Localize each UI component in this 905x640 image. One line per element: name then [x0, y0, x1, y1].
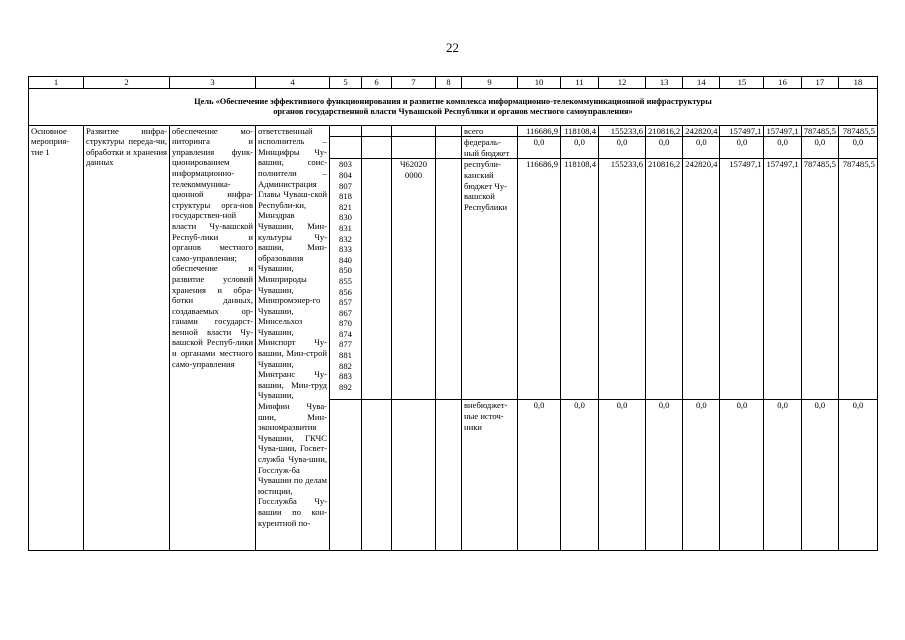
- goal-row: [29, 88, 878, 125]
- value-cell: 0,0: [764, 400, 801, 551]
- source-name: федераль-ный бюджет: [462, 137, 518, 159]
- target-code: Ч62020 0000: [392, 159, 436, 400]
- goal-title: [29, 88, 878, 125]
- value-cell: 0,0: [801, 400, 838, 551]
- value-cell: 0,0: [838, 137, 877, 159]
- value-cell: 787485,5: [801, 159, 838, 400]
- value-cell: 0,0: [683, 137, 720, 159]
- source-name: внебюджет-ные источ-ники: [462, 400, 518, 551]
- column-number: 5: [330, 77, 362, 89]
- column-number-row: [29, 77, 878, 89]
- source-name: всего: [462, 125, 518, 137]
- value-cell: 0,0: [646, 400, 683, 551]
- column-number: 2: [84, 77, 170, 89]
- value-cell: 0,0: [764, 137, 801, 159]
- value-cell: 116686,9: [518, 125, 561, 137]
- value-cell: 0,0: [801, 137, 838, 159]
- value-cell: 116686,9: [518, 159, 561, 400]
- measure-description: Развитие инфра-структуры переда-чи, обработки и хранения данных: [84, 125, 170, 551]
- goal-title-line2: органов государственной власти Чувашской Республики и органов местного самоуправления»: [273, 106, 633, 116]
- value-cell: 787485,5: [838, 125, 877, 137]
- column-number: 4: [256, 77, 330, 89]
- column-number: 3: [170, 77, 256, 89]
- value-cell: 0,0: [720, 137, 764, 159]
- column-number: 14: [683, 77, 720, 89]
- column-number: 10: [518, 77, 561, 89]
- program-table: [28, 76, 878, 551]
- value-cell: 118108,4: [561, 159, 599, 400]
- column-number: 12: [599, 77, 646, 89]
- column-number: 8: [436, 77, 462, 89]
- value-cell: 155233,6: [599, 159, 646, 400]
- measure-name: Основное мероприя-тие 1: [29, 125, 84, 551]
- value-cell: 0,0: [518, 137, 561, 159]
- value-cell: 157497,1: [720, 159, 764, 400]
- value-cell: 157497,1: [764, 125, 801, 137]
- value-cell: 0,0: [518, 400, 561, 551]
- value-cell: 157497,1: [764, 159, 801, 400]
- source-name: республи-канский бюджет Чу-вашской Республики: [462, 159, 518, 400]
- value-cell: 210816,2: [646, 159, 683, 400]
- budget-codes: 803 804 807 818 821 830 831 832 833 840 850 855 856 857 867 870 874 877 881 882 883 892: [330, 159, 362, 400]
- value-cell: 155233,6: [599, 125, 646, 137]
- goal-title-line1: Цель «Обеспечение эффективного функционирования и развитие комплекса информационно-телекоммуникационной инфраструктуры: [194, 96, 712, 106]
- value-cell: 242820,4: [683, 125, 720, 137]
- value-cell: 210816,2: [646, 125, 683, 137]
- value-cell: 0,0: [646, 137, 683, 159]
- column-number: 17: [801, 77, 838, 89]
- table-row: [29, 125, 878, 137]
- value-cell: 0,0: [838, 400, 877, 551]
- value-cell: 0,0: [720, 400, 764, 551]
- column-number: 15: [720, 77, 764, 89]
- page-number: 22: [446, 40, 459, 55]
- activity-description: обеспечение мо-ниторинга и управления функ-ционированием информационно-телекоммуника-ционной инфра-структуры орга-нов государствен-ной власти Чу-вашской Респуб-лики и органов местного само-управления; обеспечение и развитие условий хранения и обра-ботки данных, создаваемых ор-ганами государст-венной власти Чу-вашской Респуб-лики и органами местного само-управления: [170, 125, 256, 551]
- value-cell: 0,0: [599, 137, 646, 159]
- value-cell: 787485,5: [838, 159, 877, 400]
- column-number: 9: [462, 77, 518, 89]
- column-number: 6: [362, 77, 392, 89]
- value-cell: 118108,4: [561, 125, 599, 137]
- value-cell: 0,0: [561, 400, 599, 551]
- column-number: 7: [392, 77, 436, 89]
- value-cell: 157497,1: [720, 125, 764, 137]
- column-number: 16: [764, 77, 801, 89]
- value-cell: 0,0: [683, 400, 720, 551]
- column-number: 18: [838, 77, 877, 89]
- executors: ответственный исполнитель – Минцифры Чу-вашии, соис-полнители – Администрация Главы Чуваш-ской Республи-ки, Минздрав Чувашии, Мин-культуры Чу-вашии, Мин-образования Чувашии, Минприроды Чувашии, Минпромэнер-го Чувашии, Минсельхоз Чувашии, Минспорт Чу-вашии, Мин-строй Чувашии, Минтранс Чу-вашии, Мин-труд Чувашии, Минфин Чува-шии, Мин-экономразвития Чувашии, ГКЧС Чува-шии, Госвет-служба Чува-шии, Госслуж-ба Чувашии по делам юстиции, Госслужба Чу-вашии по кон-курентной по-: [256, 125, 330, 551]
- column-number: 1: [29, 77, 84, 89]
- value-cell: 242820,4: [683, 159, 720, 400]
- column-number: 13: [646, 77, 683, 89]
- value-cell: 0,0: [561, 137, 599, 159]
- value-cell: 0,0: [599, 400, 646, 551]
- value-cell: 787485,5: [801, 125, 838, 137]
- column-number: 11: [561, 77, 599, 89]
